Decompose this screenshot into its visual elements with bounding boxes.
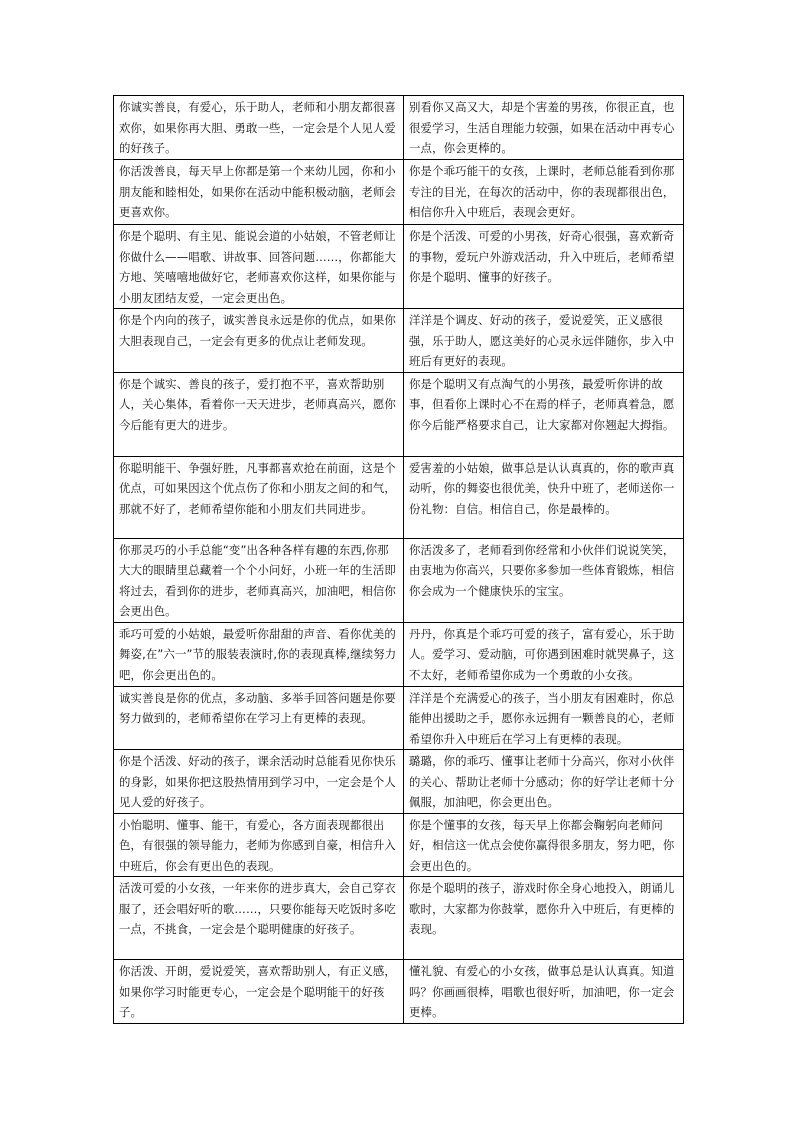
table-row: [114, 813, 684, 877]
table-cell-left: 小怡聪明、懂事、能干，有爱心，各方面表现都很出色，有很强的领导能力，老师为你感到自豪，相信升入中班后，你会有更出色的表现。: [114, 813, 404, 877]
table-cell-right: 你是个懂事的女孩，每天早上你都会鞠躬向老师问好，相信这一优点会使你赢得很多朋友，努力吧，你会更出色的。: [404, 813, 684, 877]
table-cell-left: 乖巧可爱的小姑娘，最爱听你甜甜的声音、看你优美的舞姿,在”六一”节的服装表演时,你的表现真棒,继续努力吧，你会更出色的。: [114, 622, 404, 686]
table-cell-left: 你是个内向的孩子，诚实善良永远是你的优点，如果你大胆表现自己，一定会有更多的优点让老师发现。: [114, 309, 404, 373]
table-cell-right: 爱害羞的小姑娘，做事总是认认真真的，你的歌声真动听，你的舞姿也很优美，快升中班了，老师送你一份礼物：自信。相信自己，你是最棒的。: [404, 456, 684, 538]
table-cell-left: 你诚实善良，有爱心，乐于助人，老师和小朋友都很喜欢你，如果你再大胆、勇敢一些，一定会是个人见人爱的好孩子。: [114, 96, 404, 160]
table-cell-left: 你是个诚实、善良的孩子，爱打抱不平，喜欢帮助别人，关心集体，看着你一天天进步，老师真高兴，愿你今后能有更大的进步。: [114, 372, 404, 456]
table-row: [114, 309, 684, 373]
table-cell-right: 你活泼多了，老师看到你经常和小伙伴们说说笑笑，由衷地为你高兴，只要你多参加一些体育锻炼，相信你会成为一个健康快乐的宝宝。: [404, 538, 684, 622]
table-row: [114, 538, 684, 622]
table-cell-right: 洋洋是个充满爱心的孩子，当小朋友有困难时，你总能伸出援助之手，愿你永远拥有一颗善良的心，老师希望你升入中班后在学习上有更棒的表现。: [404, 686, 684, 750]
table-cell-left: 你活泼善良，每天早上你都是第一个来幼儿园，你和小朋友能和睦相处，如果你在活动中能积极动脑，老师会更喜欢你。: [114, 160, 404, 225]
table-cell-right: 你是个聪明的孩子，游戏时你全身心地投入，朗诵儿歌时，大家都为你鼓掌，愿你升入中班后，有更棒的表现。: [404, 877, 684, 960]
table-row: [114, 225, 684, 309]
table-row: [114, 160, 684, 225]
table-cell-right: 你是个聪明又有点淘气的小男孩，最爱听你讲的故事，但看你上课时心不在焉的样子，老师真着急，愿你今后能严格要求自己，让大家都对你翘起大拇指。: [404, 372, 684, 456]
table-row: [114, 372, 684, 456]
table-cell-left: 你是个聪明、有主见、能说会道的小姑娘，不管老师让你做什么——唱歌、讲故事、回答问题……，你都能大方地、笑嘻嘻地做好它，老师喜欢你这样，如果你能与小朋友团结友爱，一定会更出色。: [114, 225, 404, 309]
table-cell-right: 你是个活泼、可爱的小男孩，好奇心很强，喜欢新奇的事物，爱玩户外游戏活动，升入中班后，老师希望你是个聪明、懂事的好孩子。: [404, 225, 684, 309]
table-row: [114, 686, 684, 750]
table-row: [114, 877, 684, 960]
table-cell-right: 丹丹，你真是个乖巧可爱的孩子，富有爱心，乐于助人。爱学习、爱动脑，可你遇到困难时就哭鼻子，这不太好，老师希望你成为一个勇敢的小女孩。: [404, 622, 684, 686]
table-row: [114, 960, 684, 1024]
table-cell-left: 你聪明能干、争强好胜，凡事都喜欢抢在前面，这是个优点，可如果因这个优点伤了你和小朋友之间的和气，那就不好了，老师希望你能和小朋友们共同进步。: [114, 456, 404, 538]
table-row: [114, 96, 684, 160]
table-cell-right: 懂礼貌、有爱心的小女孩，做事总是认认真真。知道吗？你画画很棒，唱歌也很好听，加油吧，你一定会更棒。: [404, 960, 684, 1024]
table-cell-left: 活泼可爱的小女孩，一年来你的进步真大，会自己穿衣服了，还会唱好听的歌……，只要你能每天吃饭时多吃一点，不挑食，一定会是个聪明健康的好孩子。: [114, 877, 404, 960]
table-cell-left: 你活泼、开朗，爱说爱笑，喜欢帮助别人，有正义感，如果你学习时能更专心，一定会是个聪明能干的好孩子。: [114, 960, 404, 1024]
comments-table: [113, 95, 684, 1024]
table-cell-left: 诚实善良是你的优点，多动脑、多举手回答问题是你要努力做到的，老师希望你在学习上有更棒的表现。: [114, 686, 404, 750]
table-row: [114, 750, 684, 814]
table-row: [114, 622, 684, 686]
table-cell-left: 你那灵巧的小手总能“变”出各种各样有趣的东西,你那大大的眼睛里总藏着一个个小问好，小班一年的生活即将过去，看到你的进步，老师真高兴，加油吧，相信你会更出色。: [114, 538, 404, 622]
table-cell-right: 洋洋是个调皮、好动的孩子，爱说爱笑，正义感很强，乐于助人，愿这美好的心灵永远伴随你，步入中班后有更好的表现。: [404, 309, 684, 373]
table-cell-right: 璐璐，你的乖巧、懂事让老师十分高兴，你对小伙伴的关心、帮助让老师十分感动；你的好学让老师十分佩服，加油吧，你会更出色。: [404, 750, 684, 814]
table-cell-right: 别看你又高又大，却是个害羞的男孩，你很正直，也很爱学习，生活自理能力较强，如果在活动中再专心一点，你会更棒的。: [404, 96, 684, 160]
table-cell-right: 你是个乖巧能干的女孩，上课时，老师总能看到你那专注的目光，在每次的活动中，你的表现都很出色，相信你升入中班后，表现会更好。: [404, 160, 684, 225]
table-cell-left: 你是个活泼、好动的孩子，课余活动时总能看见你快乐的身影，如果你把这股热情用到学习中，一定会是个人见人爱的好孩子。: [114, 750, 404, 814]
table-row: [114, 456, 684, 538]
